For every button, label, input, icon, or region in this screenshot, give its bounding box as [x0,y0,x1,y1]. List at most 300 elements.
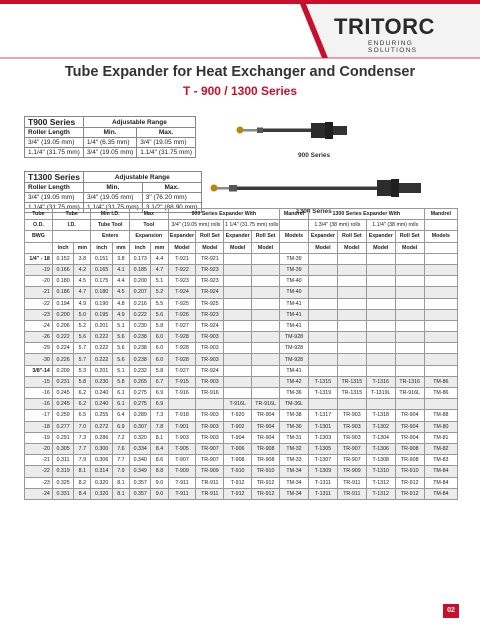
table-cell: 4.9 [112,309,129,320]
table-cell: T-928 [168,343,196,354]
table-row [25,298,458,309]
table-cell: T-911 [168,488,196,499]
table-cell [224,343,252,354]
t1300-cell: 3/4" (19.05 mm) [83,193,142,203]
table-cell: TR-916L [395,388,424,399]
col-header: Tube Tool [91,220,130,231]
table-cell: 0.222 [91,354,112,365]
table-cell: TR-903 [337,421,366,432]
table-cell [224,253,252,264]
table-cell: TM-40 [280,276,309,287]
table-cell [252,354,280,365]
col-header: Mandrel [424,209,457,220]
table-row [25,388,458,399]
table-cell: TM-34 [280,477,309,488]
table-row [25,287,458,298]
table-cell: 0.231 [52,376,73,387]
table-cell: TM-84 [424,488,457,499]
table-cell: 5.1 [112,320,129,331]
table-cell: TR-912 [252,488,280,499]
table-cell: 5.5 [151,298,168,309]
table-cell: T-1311 [308,477,337,488]
table-cell: 0.226 [52,354,73,365]
table-cell: TM-86 [424,388,457,399]
row-label: -30 [25,354,53,365]
t1300-cell: 3.1/2" (88.90 mm) [142,203,201,213]
col-header: O.D. [25,220,53,231]
table-cell [308,343,337,354]
t900-col: Min. [83,128,136,138]
table-cell [252,320,280,331]
col-header: Mandrel [280,209,309,220]
col-header: BWG [25,231,53,242]
table-row [25,320,458,331]
table-cell: 0.255 [91,410,112,421]
table-row [25,309,458,320]
table-cell: TM-41 [280,365,309,376]
table-cell: T-1311 [308,488,337,499]
table-cell: TM-928 [280,332,309,343]
table-cell: 4.1 [112,264,129,275]
brand-name: TRITORC [334,14,435,39]
table-cell: 7.7 [74,443,91,454]
row-label: -21 [25,455,53,466]
unit-header: inch [52,242,73,253]
t900-cell: 1/4" (6.35 mm) [83,138,136,148]
table-cell: TM-31 [280,432,309,443]
table-cell: 0.272 [91,421,112,432]
t900-cell: 3/4" (19.05 mm) [137,138,196,148]
table-cell: 0.222 [130,309,151,320]
table-cell [308,264,337,275]
t900-expander-image [234,118,354,154]
table-cell [308,354,337,365]
t900-cell: 3/4" (19.05 mm) [25,138,84,148]
table-cell [366,253,395,264]
table-cell: 6.2 [74,399,91,410]
table-cell: T-912 [224,477,252,488]
table-cell [366,287,395,298]
table-cell: 0.319 [52,466,73,477]
row-label: -24 [25,320,53,331]
col-header: 1300 Series Expander With [308,209,424,220]
table-cell: TR-907 [196,455,224,466]
table-cell: 5.0 [74,309,91,320]
table-cell: TM-86 [424,376,457,387]
table-cell: 0.291 [52,432,73,443]
table-cell: T-924 [168,287,196,298]
table-cell: 5.1 [151,276,168,287]
table-cell [252,298,280,309]
table-cell [366,399,395,410]
table-cell: TR-910 [252,466,280,477]
table-cell [395,332,424,343]
table-cell [337,264,366,275]
table-cell: 8.4 [74,488,91,499]
table-cell [224,332,252,343]
row-label: -22 [25,466,53,477]
table-cell: 8.1 [74,466,91,477]
table-cell [366,264,395,275]
table-cell: 0.334 [130,443,151,454]
table-cell: TR-907 [337,443,366,454]
table-cell: 0.186 [52,287,73,298]
col-header: Roll Set [252,231,280,242]
table-row [25,365,458,376]
table-cell: 5.3 [74,365,91,376]
col-header: Max [130,209,169,220]
t1300-cell: 1.1/4" (31.75 mm) [83,203,142,213]
table-cell: 0.185 [130,264,151,275]
table-cell: TR-911 [337,488,366,499]
table-cell: 6.4 [112,410,129,421]
table-cell: 0.190 [91,298,112,309]
col-header: 1.3/4" (38 mm) rolls [308,220,366,231]
unit-header: Model [366,242,395,253]
t1300-range-header: Adjustable Range [83,172,201,183]
table-cell: T-904 [224,432,252,443]
table-cell: TM-80 [424,421,457,432]
table-cell: TR-924 [196,365,224,376]
table-cell: 0.305 [52,443,73,454]
table-cell [252,276,280,287]
table-cell: TR-912 [252,477,280,488]
table-cell: TM-34 [280,488,309,499]
table-cell: 0.340 [130,455,151,466]
table-row [25,455,458,466]
table-cell: 0.232 [130,365,151,376]
table-cell: TM-39 [280,264,309,275]
table-cell: T-1309 [308,466,337,477]
table-row [25,466,458,477]
table-cell: TR-923 [196,309,224,320]
table-cell: 5.2 [74,320,91,331]
table-cell [308,298,337,309]
table-cell [337,253,366,264]
table-cell: 0.207 [130,287,151,298]
table-cell: TM-82 [424,443,457,454]
table-cell: 7.2 [112,432,129,443]
table-cell: T-916L [224,399,252,410]
table-cell: 0.320 [130,432,151,443]
table-cell [308,309,337,320]
table-cell: T-927 [168,365,196,376]
table-cell [308,287,337,298]
table-cell: T-1308 [366,455,395,466]
table-cell: TM-34 [280,466,309,477]
table-cell: 5.6 [112,343,129,354]
table-cell: 5.8 [151,320,168,331]
table-cell: 5.8 [112,376,129,387]
t1300-series-label: T1300 Series [25,172,84,183]
t900-cell: 1.1/4" (31.75 mm) [137,148,196,158]
row-label: 1/4" - 18 [25,253,53,264]
row-label: -16 [25,388,53,399]
row-label: -16 [25,399,53,410]
table-cell [337,320,366,331]
table-cell [424,343,457,354]
table-cell [424,253,457,264]
col-header: Models [424,231,457,242]
unit-header: inch [130,242,151,253]
table-cell: TM-41 [280,298,309,309]
table-cell: 0.152 [52,253,73,264]
row-label: -22 [25,298,53,309]
table-cell [252,376,280,387]
table-cell: 0.331 [52,488,73,499]
table-cell [424,309,457,320]
table-row [25,421,458,432]
col-header: I.D. [52,220,91,231]
table-cell: T-1316 [366,376,395,387]
row-label: -23 [25,309,53,320]
table-cell: 6.0 [151,343,168,354]
table-row [25,354,458,365]
table-cell: 7.8 [151,421,168,432]
table-cell: 5.7 [74,343,91,354]
table-cell [395,399,424,410]
table-cell: T-1319 [308,388,337,399]
table-cell: 5.2 [151,287,168,298]
table-cell [424,276,457,287]
table-cell: 0.306 [91,455,112,466]
table-cell: TM-36 [280,388,309,399]
table-row [25,488,458,499]
col-header: 3/4" (19.05 mm) rolls [168,220,224,231]
table-cell: TM-36L [280,399,309,410]
table-cell [366,343,395,354]
row-label: -17 [25,410,53,421]
table-cell [337,399,366,410]
unit-header: Model [168,242,196,253]
t900-spec-table [24,116,196,158]
table-cell: 0.240 [91,399,112,410]
table-cell: T-912 [224,488,252,499]
table-cell: 0.357 [130,488,151,499]
table-cell [224,320,252,331]
table-cell: TM-81 [424,432,457,443]
table-cell [252,264,280,275]
table-cell: T-1315 [308,376,337,387]
table-cell: TR-909 [337,466,366,477]
table-cell: 0.320 [91,488,112,499]
table-cell: TR-904 [252,432,280,443]
table-cell: TR-910 [395,466,424,477]
table-cell: T-906 [224,443,252,454]
table-cell: T-928 [168,332,196,343]
table-cell: 0.238 [130,354,151,365]
table-cell: T-1305 [308,443,337,454]
table-cell: 0.224 [52,343,73,354]
t1300-expander-image [208,172,456,206]
unit-header [25,242,53,253]
table-cell: 0.230 [91,376,112,387]
table-cell: T-916 [168,388,196,399]
table-cell: 8.1 [151,432,168,443]
table-cell: T-915 [168,376,196,387]
table-cell [424,354,457,365]
t900-cell: 1.1/4" (31.75 mm) [25,148,84,158]
page-subtitle: T - 900 / 1300 Series [182,84,298,98]
col-header: Expander [168,231,196,242]
t1300-col: Max. [142,183,201,193]
t1300-col: Roller Length [25,183,84,193]
table-cell: TR-904 [252,421,280,432]
table-cell: T-927 [168,320,196,331]
row-label: -19 [25,264,53,275]
table-cell: 0.307 [130,421,151,432]
table-row [25,276,458,287]
table-cell [337,276,366,287]
table-cell: TM-83 [424,455,457,466]
table-cell: T-1302 [366,421,395,432]
unit-header: mm [151,242,168,253]
table-cell: 0.265 [130,376,151,387]
row-label: -20 [25,443,53,454]
table-cell: T-926 [168,309,196,320]
brand-tagline: ENDURING SOLUTIONS [368,40,418,54]
table-cell: 7.0 [74,421,91,432]
table-cell: T-1310 [366,466,395,477]
table-cell: T-1307 [308,455,337,466]
table-cell: 0.314 [91,466,112,477]
table-cell [337,332,366,343]
table-cell [337,287,366,298]
table-cell: T-923 [168,276,196,287]
t1300-cell: 1.1/4" (31.75 mm) [25,203,84,213]
col-header: Roll Set [196,231,224,242]
table-cell [424,332,457,343]
table-cell: 3.8 [112,253,129,264]
table-cell: 0.289 [130,410,151,421]
table-row [25,376,458,387]
table-cell: 0.201 [91,365,112,376]
table-cell: TM-42 [280,376,309,387]
brand-logo [334,14,458,54]
table-cell: 5.8 [151,365,168,376]
table-cell: T-902 [224,421,252,432]
table-cell: 4.4 [151,253,168,264]
table-cell: 9.0 [151,477,168,488]
table-cell: 0.275 [130,399,151,410]
col-header [424,220,457,231]
table-cell: 0.222 [91,332,112,343]
table-cell: 0.200 [52,309,73,320]
table-cell: T-1303 [308,432,337,443]
col-header: Min I.D. [91,209,130,220]
table-cell [252,332,280,343]
col-header: Roll Set [337,231,366,242]
unit-header: mm [112,242,129,253]
table-cell: TM-928 [280,343,309,354]
table-cell [224,298,252,309]
table-row [25,432,458,443]
table-cell: TR-1315 [337,376,366,387]
table-cell: T-901 [168,421,196,432]
table-cell: T-921 [168,253,196,264]
table-cell: T-928 [168,354,196,365]
row-label: -18 [25,421,53,432]
table-cell: TM-39 [280,253,309,264]
table-cell: 0.173 [130,253,151,264]
table-cell: TR-903 [196,432,224,443]
table-row [25,264,458,275]
table-cell: 0.206 [52,320,73,331]
table-cell: 7.3 [151,410,168,421]
table-cell: T-1312 [366,488,395,499]
table-cell: 5.7 [74,354,91,365]
col-header: Expander [308,231,337,242]
table-cell: TR-904 [395,432,424,443]
table-cell: T-907 [168,455,196,466]
table-cell: 0.245 [52,388,73,399]
unit-header: inch [91,242,112,253]
table-cell: 4.2 [74,264,91,275]
table-cell: 7.6 [112,443,129,454]
t900-col: Max. [137,128,196,138]
table-cell [337,298,366,309]
row-label: -21 [25,287,53,298]
table-cell: 5.6 [151,309,168,320]
table-cell: 0.245 [52,399,73,410]
table-cell: TR-908 [395,443,424,454]
row-label: -23 [25,477,53,488]
table-cell [395,298,424,309]
col-header: Models [280,231,309,242]
table-cell: T-911 [168,477,196,488]
table-cell: 0.195 [91,309,112,320]
table-cell [395,343,424,354]
t900-caption: 900 Series [298,152,331,159]
table-cell: 0.259 [52,410,73,421]
table-cell: 7.9 [112,466,129,477]
table-cell: 0.230 [130,320,151,331]
table-cell: TR-923 [196,276,224,287]
table-cell: 0.222 [52,332,73,343]
table-cell: 4.8 [112,298,129,309]
row-label: -15 [25,376,53,387]
table-cell [337,343,366,354]
table-cell: 0.209 [52,365,73,376]
table-cell [395,264,424,275]
table-cell: 6.1 [112,388,129,399]
table-cell [252,309,280,320]
table-cell: 4.4 [112,276,129,287]
table-cell: TR-1316 [395,376,424,387]
table-row [25,253,458,264]
table-cell [366,354,395,365]
table-cell: TR-903 [196,354,224,365]
t1300-caption: 1300 Series [296,208,332,215]
table-cell: T-1318 [366,410,395,421]
table-row [25,332,458,343]
table-cell [424,298,457,309]
table-cell: 0.166 [52,264,73,275]
table-cell: 0.180 [52,276,73,287]
table-row [25,343,458,354]
table-cell: TR-907 [337,455,366,466]
table-cell: TR-904 [395,410,424,421]
table-cell [252,253,280,264]
table-cell [366,309,395,320]
t1300-cell: 3/4" (19.05 mm) [25,193,84,203]
table-cell [337,354,366,365]
row-label: -19 [25,432,53,443]
table-cell [224,309,252,320]
table-cell [252,388,280,399]
table-cell: 6.9 [151,388,168,399]
table-cell: 5.8 [74,376,91,387]
